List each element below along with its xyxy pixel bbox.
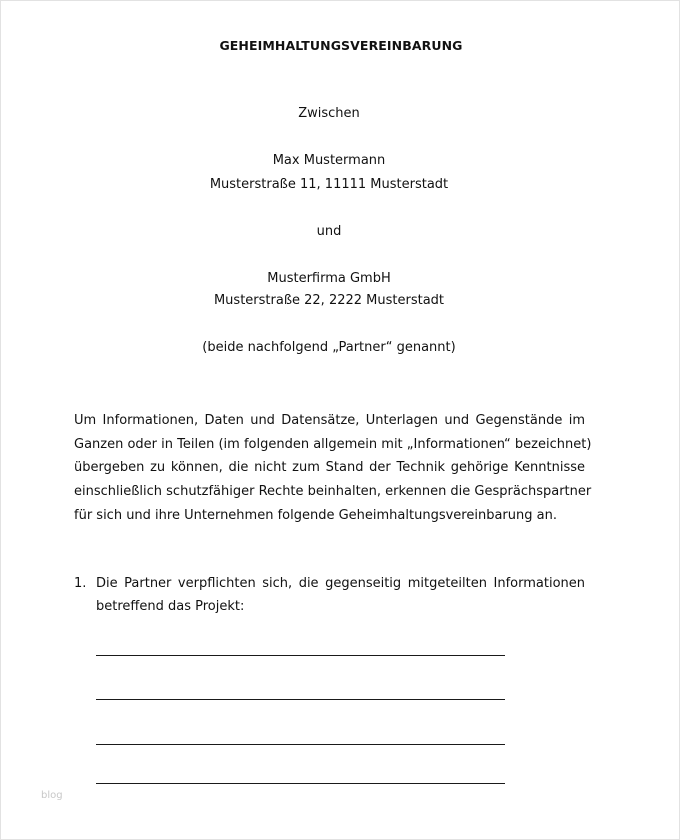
party1-name: Max Mustermann (272, 153, 386, 168)
party1-address: Musterstraße 11, 11111 Musterstadt (209, 177, 449, 192)
intro-paragraph (74, 409, 592, 527)
between-label: Zwischen (298, 106, 360, 121)
document-title: GEHEIMHALTUNGSVEREINBARUNG (219, 38, 463, 53)
intro-line: übergeben zu können, die nicht zum Stand der Technik gehörige Kenntnisse (74, 460, 585, 476)
list-item-number: 1. (74, 576, 87, 591)
fill-in-line (96, 699, 505, 700)
fill-in-line (96, 783, 505, 784)
partner-note: (beide nachfolgend „Partner“ genannt) (202, 340, 456, 355)
list-item-text (96, 572, 585, 618)
watermark: blog (41, 790, 63, 801)
and-label: und (316, 224, 342, 239)
intro-line: einschließlich schutzfähiger Rechte beinhalten, erkennen die Gesprächspartner (74, 484, 592, 500)
intro-line: Um Informationen, Daten und Datensätze, Unterlagen und Gegenstände im (74, 413, 585, 428)
fill-in-line (96, 744, 505, 745)
fill-in-line (96, 655, 505, 656)
party2-name: Musterfirma GmbH (267, 271, 391, 286)
list-item-line: betreffend das Projekt: (96, 599, 245, 614)
intro-line: Ganzen oder in Teilen (im folgenden allgemein mit „Informationen“ bezeichnet) (74, 436, 592, 452)
intro-line: für sich und ihre Unternehmen folgende Geheimhaltungsvereinbarung an. (74, 507, 557, 523)
party2-address: Musterstraße 22, 2222 Musterstadt (213, 293, 445, 308)
list-item-line: Die Partner verpflichten sich, die gegenseitig mitgeteilten Informationen (96, 576, 585, 591)
